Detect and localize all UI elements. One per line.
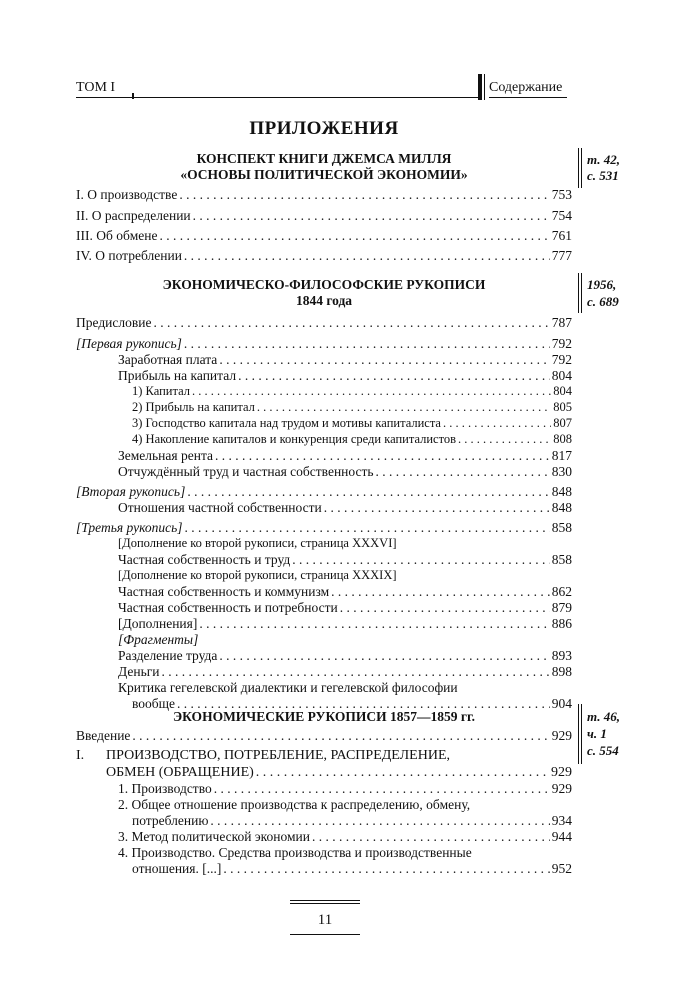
- toc-entry-label: III. Об обмене: [76, 228, 158, 243]
- leader-dots: [215, 447, 550, 464]
- toc-entry[interactable]: [132, 383, 572, 400]
- toc-entry-page: 848: [551, 500, 572, 515]
- toc-entry-label[interactable]: [Дополнение ко второй рукописи, страница XXXVI]: [118, 536, 397, 550]
- margin-note: т. 42,: [587, 152, 621, 167]
- toc-entry-page: 952: [551, 861, 572, 876]
- toc-entry-label: [Дополнения]: [118, 616, 198, 631]
- leader-dots: [257, 399, 551, 416]
- toc-entry-label: отношения. [...]: [132, 861, 222, 876]
- leader-dots: [238, 367, 550, 384]
- running-head-volume: ТОМ I: [76, 80, 116, 95]
- leader-dots: [184, 335, 550, 352]
- toc-entry-label: [Третья рукопись]: [76, 520, 183, 535]
- toc-entry-label[interactable]: 2. Общее отношение производства к распределению, обмену,: [118, 797, 471, 812]
- toc-entry-page: 944: [551, 829, 572, 844]
- leader-dots: [443, 415, 551, 432]
- leader-dots: [132, 727, 549, 744]
- leader-dots: [153, 314, 549, 331]
- toc-entry-page: 804: [551, 368, 572, 383]
- toc-entry[interactable]: [118, 780, 572, 797]
- toc-entry-label[interactable]: 4. Производство. Средства производства и производственные: [118, 845, 472, 860]
- toc-entry-label[interactable]: ПРОИЗВОДСТВО, ПОТРЕБЛЕНИЕ, РАСПРЕДЕЛЕНИЕ,: [106, 748, 450, 763]
- leader-dots: [187, 483, 549, 500]
- toc-entry-page: 807: [553, 416, 572, 430]
- leader-dots: [192, 383, 551, 400]
- toc-entry-page: 777: [551, 248, 572, 263]
- leader-dots: [340, 599, 550, 616]
- toc-entry-page: 761: [551, 228, 572, 243]
- toc-entry-label: 1. Производство: [118, 781, 212, 796]
- toc-entry-label: Отношения частной собственности: [118, 500, 322, 515]
- toc-entry-label: 2) Прибыль на капитал: [132, 400, 255, 414]
- toc-entry-label: Земельная рента: [118, 448, 214, 463]
- toc-entry[interactable]: [76, 186, 572, 203]
- margin-note: т. 46,: [587, 709, 621, 724]
- header-divider-thin: [484, 74, 485, 100]
- toc-entry-page: 792: [551, 352, 572, 367]
- toc-entry-page: 879: [551, 600, 572, 615]
- toc-entry-label: [Вторая рукопись]: [76, 484, 186, 499]
- header-divider: [478, 74, 482, 100]
- toc-entry[interactable]: [76, 483, 572, 500]
- leader-dots: [292, 551, 550, 568]
- margin-note: с. 554: [587, 743, 619, 758]
- toc-entry-label: 3) Господство капитала над трудом и мотивы капиталиста: [132, 416, 441, 430]
- toc-entry-label: 3. Метод политической экономии: [118, 829, 310, 844]
- toc-entry[interactable]: [132, 399, 572, 416]
- toc-entry-label[interactable]: Критика гегелевской диалектики и гегелевской философии: [118, 680, 458, 695]
- leader-dots: [210, 812, 549, 829]
- toc-entry-label: [Первая рукопись]: [76, 336, 182, 351]
- toc-entry-page: 804: [553, 384, 572, 398]
- toc-entry-page: 929: [551, 728, 572, 743]
- toc-entry-page: 934: [551, 813, 572, 828]
- leader-dots: [458, 431, 551, 448]
- leader-dots: [219, 351, 549, 368]
- toc-entry-page: 753: [551, 187, 572, 202]
- toc-entry[interactable]: [132, 415, 572, 432]
- toc-entry[interactable]: [132, 431, 572, 448]
- toc-entry-label: Заработная плата: [118, 352, 218, 367]
- toc-entry-page: 904: [551, 696, 572, 711]
- toc-entry-page: 858: [551, 552, 572, 567]
- toc-entry[interactable]: [132, 812, 572, 829]
- toc-entry-page: 929: [551, 781, 572, 796]
- page-title: ПРИЛОЖЕНИЯ: [249, 118, 399, 139]
- toc-entry[interactable]: [76, 247, 572, 264]
- toc-entry-page: 754: [551, 208, 572, 223]
- toc-entry-label[interactable]: [Фрагменты]: [118, 632, 199, 647]
- toc-entry[interactable]: [76, 227, 572, 244]
- leader-dots: [193, 207, 550, 224]
- toc-entry-label: Частная собственность и труд: [118, 552, 291, 567]
- footer-rule-top: [290, 900, 360, 901]
- toc-entry-label: Предисловие: [76, 315, 152, 330]
- toc-entry-label: Введение: [76, 728, 131, 743]
- toc-entry[interactable]: [118, 351, 572, 368]
- footer-rule-top: [290, 903, 360, 904]
- toc-entry-number: I.: [76, 748, 85, 763]
- toc-entry-label: Разделение труда: [118, 648, 218, 663]
- toc-entry[interactable]: [118, 463, 572, 480]
- leader-dots: [162, 663, 550, 680]
- toc-entry-page: 862: [551, 584, 572, 599]
- toc-entry[interactable]: [76, 207, 572, 224]
- leader-dots: [223, 860, 549, 877]
- toc-entry-page: 817: [551, 448, 572, 463]
- toc-entry[interactable]: [76, 314, 572, 331]
- leader-dots: [184, 247, 550, 264]
- margin-note: с. 689: [587, 294, 619, 309]
- leader-dots: [331, 583, 550, 600]
- margin-note: с. 531: [587, 168, 619, 183]
- toc-entry[interactable]: [118, 583, 572, 600]
- toc-entry-label: I. О производстве: [76, 187, 178, 202]
- toc-entry-label: 1) Капитал: [132, 384, 190, 398]
- toc-entry-page: 898: [551, 664, 572, 679]
- toc-entry-page: 848: [551, 484, 572, 499]
- leader-dots: [185, 519, 550, 536]
- margin-note: ч. 1: [587, 726, 607, 741]
- running-head-section: Содержание: [489, 80, 563, 95]
- toc-entry-page: 808: [553, 432, 572, 446]
- toc-entry[interactable]: [132, 860, 572, 877]
- toc-entry[interactable]: [118, 647, 572, 664]
- toc-entry-label: Частная собственность и коммунизм: [118, 584, 330, 599]
- toc-entry-label: Частная собственность и потребности: [118, 600, 338, 615]
- toc-entry[interactable]: [118, 367, 572, 384]
- toc-entry-page: 893: [551, 648, 572, 663]
- toc-entry-page: 886: [551, 616, 572, 631]
- leader-dots: [324, 499, 550, 516]
- leader-dots: [376, 463, 550, 480]
- leader-dots: [219, 647, 549, 664]
- leader-dots: [312, 828, 550, 845]
- header-ornament: [132, 93, 140, 99]
- toc-entry[interactable]: [118, 615, 572, 632]
- toc-entry-label: Деньги: [118, 664, 160, 679]
- toc-entry[interactable]: [76, 519, 572, 536]
- toc-entry-page: 929: [551, 765, 572, 780]
- toc-entry-label: II. О распределении: [76, 208, 191, 223]
- footer-rule-bottom: [290, 934, 360, 935]
- leader-dots: [199, 615, 549, 632]
- toc-entry[interactable]: [118, 828, 572, 845]
- toc-entry[interactable]: [118, 551, 572, 568]
- toc-entry-label: IV. О потреблении: [76, 248, 182, 263]
- toc-entry-page: 830: [551, 464, 572, 479]
- margin-note: 1956,: [587, 277, 617, 292]
- toc-entry[interactable]: [76, 335, 572, 352]
- toc-entry-page: 805: [553, 400, 572, 414]
- toc-entry-label: вообще: [132, 696, 176, 711]
- toc-entry[interactable]: [76, 727, 572, 744]
- toc-entry-label[interactable]: [Дополнение ко второй рукописи, страница XXXIX]: [118, 568, 397, 582]
- toc-entry[interactable]: [118, 447, 572, 464]
- toc-entry-label: Отчуждённый труд и частная собственность: [118, 464, 374, 479]
- toc-entry-label: потреблению: [132, 813, 209, 828]
- leader-dots: [256, 764, 549, 781]
- section-title-line: ЭКОНОМИЧЕСКО-ФИЛОСОФСКИЕ РУКОПИСИ: [162, 277, 486, 292]
- toc-entry-label: Прибыль на капитал: [118, 368, 237, 383]
- toc-entry-label: ОБМЕН (ОБРАЩЕНИЕ): [106, 765, 254, 780]
- section-title-line: 1844 года: [295, 293, 353, 308]
- section-title-line: КОНСПЕКТ КНИГИ ДЖЕМСА МИЛЛЯ: [196, 151, 452, 166]
- toc-entry-page: 787: [551, 315, 572, 330]
- toc-entry[interactable]: [106, 764, 572, 781]
- section-title-line: ЭКОНОМИЧЕСКИЕ РУКОПИСИ 1857—1859 гг.: [172, 709, 476, 724]
- header-rule-right: [489, 97, 567, 98]
- leader-dots: [179, 186, 549, 203]
- toc-entry-page: 792: [551, 336, 572, 351]
- toc-entry-page: 858: [551, 520, 572, 535]
- toc-entry-label: 4) Накопление капиталов и конкуренция среди капиталистов: [132, 432, 457, 446]
- toc-entry[interactable]: [118, 663, 572, 680]
- section-title-line: «ОСНОВЫ ПОЛИТИЧЕСКОЙ ЭКОНОМИИ»: [180, 167, 468, 182]
- toc-entry[interactable]: [118, 599, 572, 616]
- toc-entry[interactable]: [118, 499, 572, 516]
- leader-dots: [214, 780, 550, 797]
- leader-dots: [159, 227, 549, 244]
- page-number: 11: [317, 912, 333, 928]
